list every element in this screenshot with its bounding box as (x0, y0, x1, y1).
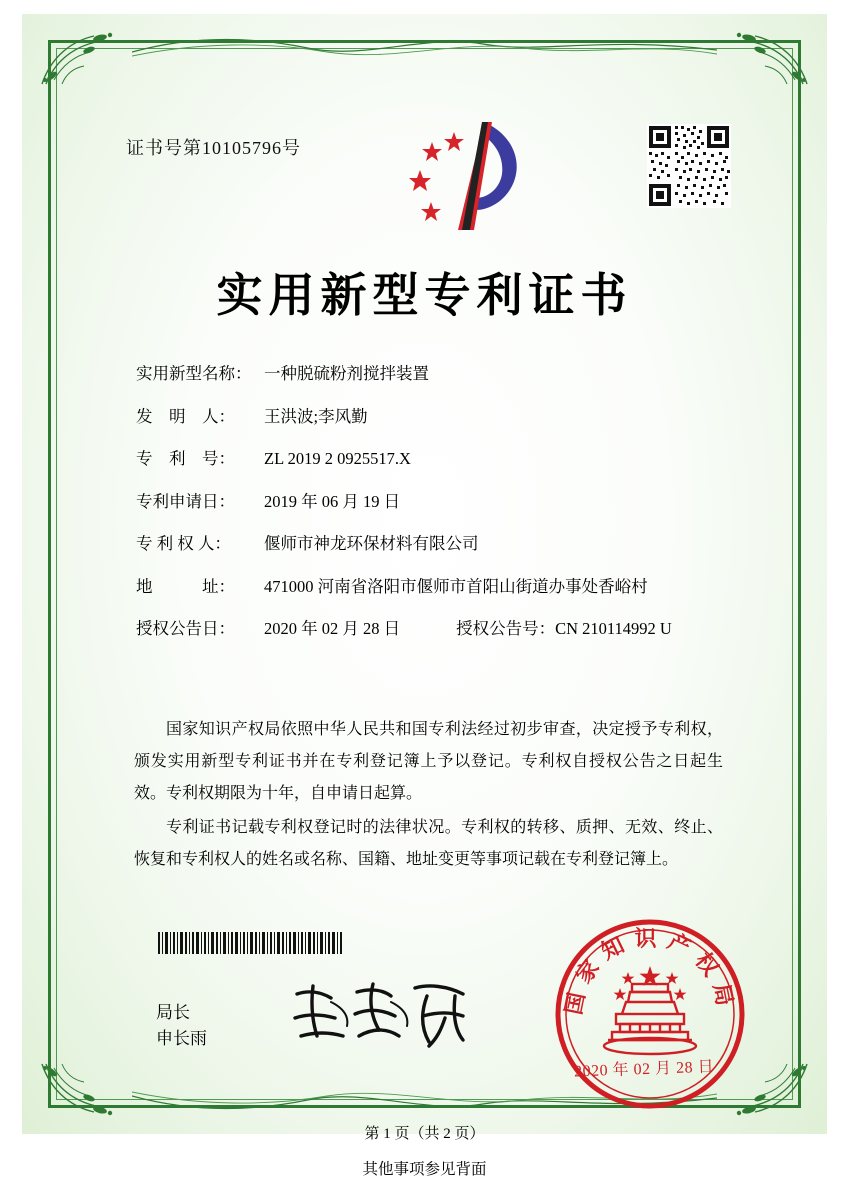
field-application-date (136, 491, 736, 511)
field-utility-model-name (136, 366, 736, 383)
legal-paragraph-2: 专利证书记载专利权登记时的法律状况。专利权的转移、质押、无效、终止、恢复和专利权人的姓名或名称、国籍、地址变更等事项记载在专利登记簿上。 (134, 819, 723, 868)
seal-text: 国家知识产权局 (560, 926, 740, 1017)
field-label: 地 址： (136, 576, 235, 596)
field-grant-announcement (136, 621, 736, 638)
field-patent-number (136, 451, 736, 468)
official-seal (550, 914, 750, 1114)
field-label: 实用新型名称： (136, 364, 252, 383)
certificate-number: 证书号第10105796号 (126, 138, 301, 158)
field-value: 一种脱硫粉剂搅拌装置 (264, 364, 429, 383)
field-inventor (136, 406, 736, 426)
field-label-grant-date: 授权公告日： (136, 619, 235, 638)
field-address (136, 576, 736, 596)
signature-role: 局长 (156, 1003, 190, 1022)
page-number: 第 1 页（共 2 页） (364, 1126, 485, 1142)
field-label: 专利申请日： (136, 491, 235, 511)
field-value: 偃师市神龙环保材料有限公司 (264, 534, 479, 553)
barcode (158, 932, 346, 954)
patent-certificate-page (22, 14, 827, 1142)
field-patentee (136, 536, 736, 553)
handwritten-signature (287, 974, 497, 1054)
field-value: 471000 河南省洛阳市偃师市首阳山街道办事处香峪村 (264, 576, 648, 596)
page-title: 实用新型专利证书 (216, 270, 633, 321)
field-value: 2019 年 06 月 19 日 (264, 491, 401, 511)
field-value: 王洪波;李风勤 (264, 406, 368, 426)
field-value-grant-number: CN 210114992 U (555, 619, 672, 638)
legal-text (134, 714, 723, 878)
seal-date: 2020 年 02 月 28 日 (573, 1058, 715, 1081)
field-value-grant-date: 2020 年 02 月 28 日 (264, 619, 401, 638)
certificate-fields (136, 366, 736, 664)
cnipa-logo (392, 118, 532, 233)
signature-block (156, 1000, 207, 1053)
legal-paragraph-1: 国家知识产权局依照中华人民共和国专利法经过初步审查，决定授予专利权，颁发实用新型专利证书并在专利登记簿上予以登记。专利权自授权公告之日起生效。专利权期限为十年，自申请日起算。 (134, 721, 723, 802)
signature-name: 申长雨 (156, 1029, 207, 1049)
field-value: ZL 2019 2 0925517.X (264, 449, 411, 468)
qr-code (647, 124, 731, 208)
field-label-grant-number: 授权公告号： (456, 619, 556, 638)
field-label: 专 利 权 人： (136, 534, 231, 553)
field-label: 专 利 号： (136, 449, 235, 468)
back-side-note: 其他事项参见背面 (362, 1161, 487, 1178)
field-label: 发 明 人： (136, 406, 235, 426)
